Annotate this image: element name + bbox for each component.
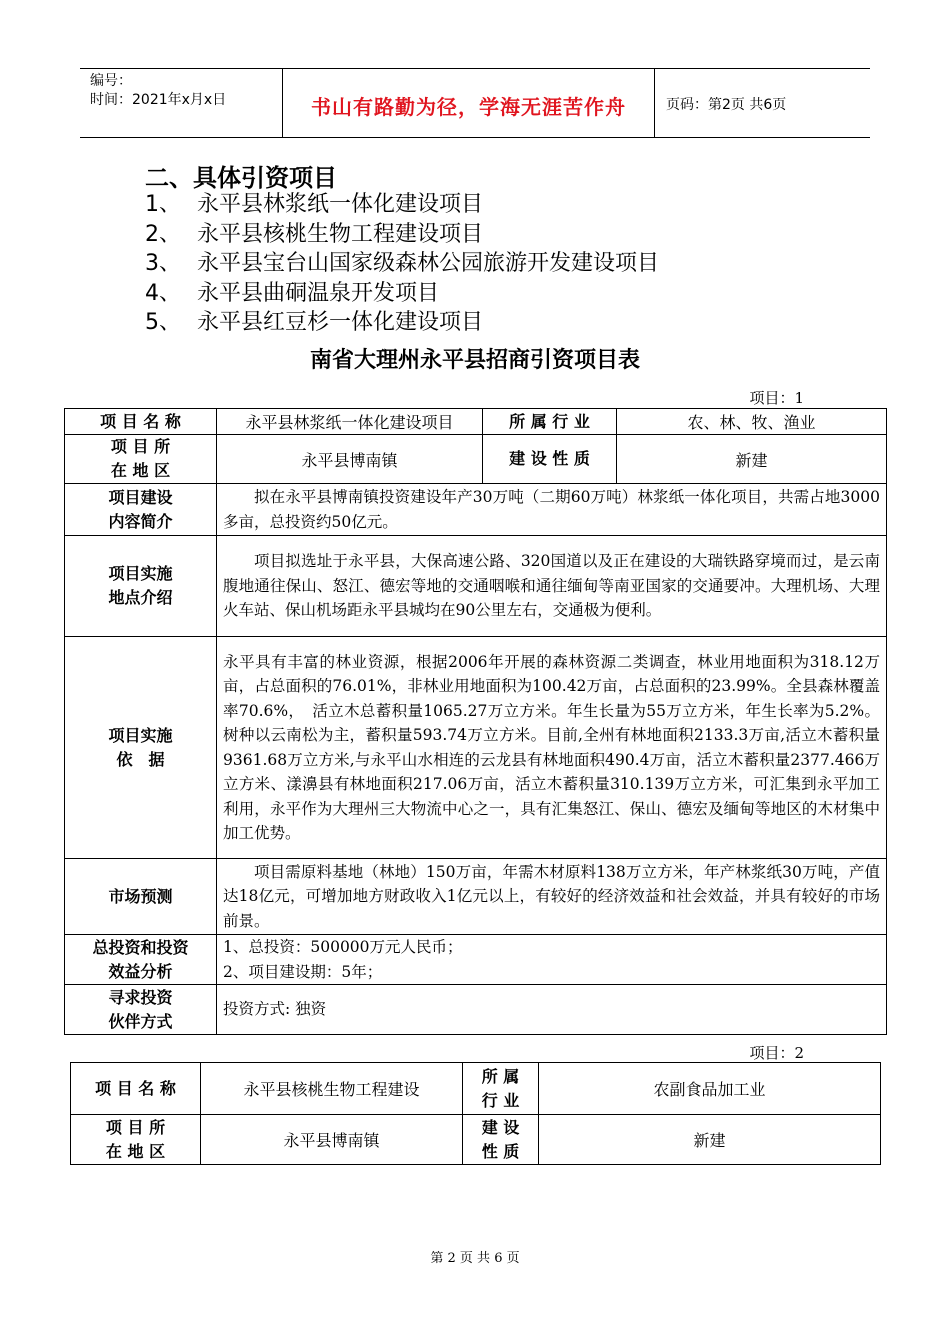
project-1-label: 项目：1 (749, 389, 804, 407)
table-row (65, 484, 887, 536)
table-row (65, 935, 887, 985)
date-label: 时间：2021年x月x日 (90, 92, 227, 108)
table-row (65, 409, 887, 435)
basis-text: 永平具有丰富的林业资源，根据2006年开展的森林资源二类调查，林业用地面积为318.12万亩，占总面积的76.01%，非林业用地面积为100.42万亩，占总面积的23.99%。全县森林覆盖率70.6%， 活立木总蓄积量1065.27万立方米。年生长量为55万立方米，年生长率为5.2%。树种以云南松为主，蓄积量593.74万立方米。目前,全州有林地面积2133.3万亩,活立木蓄积量9361.68万立方米,与永平山水相连的云龙县有林地面积490.4万亩，活立木蓄积量2377.466万立方米、漾濞县有林地面积217.06万亩，活立木蓄积量310.139万立方米，可汇集到永平加工利用，永平作为大理州三大物流中心之一，具有汇集怒江、保山、德宏及缅甸等地区的木材集中加工优势。 (217, 637, 887, 859)
project-2-label: 项目：2 (749, 1044, 804, 1062)
header-motto: 书山有路勤为径，学海无涯苦作舟 (311, 95, 626, 119)
partner-text: 投资方式: 独资 (217, 985, 887, 1035)
industry-label: 所 属 行 业 (483, 409, 617, 435)
site-text: 项目拟选址于永平县，大保高速公路、320国道以及正在建设的大瑞铁路穿境而过，是云南腹地通往保山、怒江、德宏等地的交通咽喉和通往缅甸等南亚国家的交通要冲。大理机场、大理火车站、保山机场距永平县城均在90公里左右，交通极为便利。 (217, 536, 887, 637)
list-item: 1、 永平县林浆纸一体化建设项目 (145, 192, 484, 217)
nature-value: 新建 (617, 435, 887, 484)
project-list (145, 190, 659, 338)
table-row (65, 536, 887, 637)
table-row (65, 859, 887, 935)
site-label: 项目实施 地点介绍 (65, 536, 217, 637)
project-name: 永平县林浆纸一体化建设项目 (217, 409, 483, 435)
location-label: 项 目 所 在 地 区 (71, 1115, 201, 1165)
table-row (71, 1063, 881, 1115)
market-text: 项目需原料基地（林地）150万亩，年需木材原料138万立方米，年产林浆纸30万吨，产值达18亿元，可增加地方财政收入1亿元以上，有较好的经济效益和社会效益，并具有较好的市场前景。 (217, 859, 887, 935)
partner-label: 寻求投资 伙伴方式 (65, 985, 217, 1035)
list-item: 5、 永平县红豆杉一体化建设项目 (145, 310, 484, 335)
page-footer: 第 2 页 共 6 页 (430, 1251, 520, 1266)
industry-label: 所 属 行 业 (463, 1063, 539, 1115)
invest-label: 总投资和投资 效益分析 (65, 935, 217, 985)
nature-label: 建 设 性 质 (483, 435, 617, 484)
nature-value: 新建 (539, 1115, 881, 1165)
table-title: 南省大理州永平县招商引资项目表 (309, 347, 640, 373)
location-value: 永平县博南镇 (217, 435, 483, 484)
header-divider (654, 69, 655, 137)
basis-label: 项目实施 依 据 (65, 637, 217, 859)
section-title: 二、具体引资项目 (145, 164, 337, 192)
header-meta (90, 72, 226, 110)
table-row (65, 637, 887, 859)
project-2-table (70, 1062, 881, 1165)
name-label: 项 目 名 称 (71, 1063, 201, 1115)
location-label: 项 目 所 在 地 区 (65, 435, 217, 484)
name-label: 项 目 名 称 (65, 409, 217, 435)
intro-text: 拟在永平县博南镇投资建设年产30万吨（二期60万吨）林浆纸一体化项目，共需占地3000多亩，总投资约50亿元。 (217, 484, 887, 536)
table-row (71, 1115, 881, 1165)
code-label: 编号： (90, 73, 132, 89)
project-name: 永平县核桃生物工程建设 (201, 1063, 463, 1115)
header-page-info: 页码：第2页 共6页 (666, 97, 787, 113)
list-item: 3、 永平县宝台山国家级森林公园旅游开发建设项目 (145, 251, 660, 276)
industry-value: 农、林、牧、渔业 (617, 409, 887, 435)
intro-label: 项目建设 内容简介 (65, 484, 217, 536)
page-header (80, 68, 870, 138)
nature-label: 建 设 性 质 (463, 1115, 539, 1165)
project-1-table (64, 408, 887, 1035)
table-row (65, 985, 887, 1035)
list-item: 2、 永平县核桃生物工程建设项目 (145, 221, 484, 247)
list-item: 4、 永平县曲硐温泉开发项目 (145, 280, 440, 306)
market-label: 市场预测 (65, 859, 217, 935)
location-value: 永平县博南镇 (201, 1115, 463, 1165)
invest-text: 1、总投资：500000万元人民币； 2、项目建设期：5年； (217, 935, 887, 985)
table-row (65, 435, 887, 484)
industry-value: 农副食品加工业 (539, 1063, 881, 1115)
